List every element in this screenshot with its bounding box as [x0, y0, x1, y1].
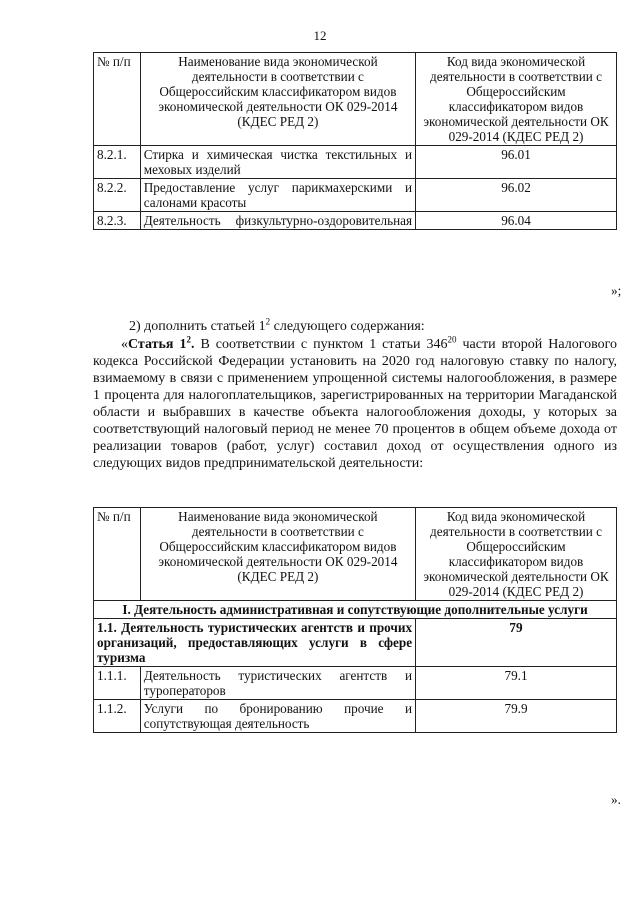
group-activity-name	[94, 619, 416, 667]
row-activity-code: 96.01	[416, 146, 617, 179]
section-heading: I. Деятельность административная и сопутствующие дополнительные услуги	[94, 601, 617, 619]
article-text-part2: части второй Налогового кодекса Российской Федерации установить на 2020 год налоговую ставку по налогу, взимаемому в связи с применением упрощенной системы налогообложения, в размере 1 процента для налогоплательщиков, зарегистрированных на территории Магаданской области и выбравших в качестве объекта налогообложения доходы, у которых за соответствующий налоговый период не менее 70 процентов в общем объеме дохода от реализации товаров (работ, услуг) составил доход от осуществления одного из следующих видов предпринимательской деятельности:	[93, 337, 617, 471]
group-name: Деятельность туристических агентств и прочих организаций, предоставляющих услуги в сфере туризма	[97, 620, 413, 665]
row-activity-name: Стирка и химическая чистка текстильных и меховых изделий	[140, 146, 415, 179]
article-title-superscript: 2	[186, 334, 191, 345]
header-activity-name: Наименование вида экономической деятельности в соответствии с Общероссийским классификатором видов экономической деятельности ОК 029-2014 (КДЕС РЕД 2)	[140, 508, 415, 601]
row-activity-code: 96.04	[416, 212, 617, 230]
activity-table-1	[93, 52, 617, 230]
activity-table-2	[93, 507, 617, 733]
intro-superscript: 2	[265, 316, 271, 327]
header-activity-name: Наименование вида экономической деятельности в соответствии с Общероссийским классификатором видов экономической деятельности ОК 029-2014 (КДЕС РЕД 2)	[140, 53, 415, 146]
header-number: № п/п	[94, 508, 141, 601]
row-number: 8.2.1.	[94, 146, 141, 179]
row-activity-name: Услуги по бронированию прочие и сопутствующая деятельность	[140, 700, 415, 733]
row-activity-code: 79.1	[416, 667, 617, 700]
intro-text-end: следующего содержания:	[270, 319, 425, 334]
amendment-paragraph	[93, 318, 617, 335]
row-activity-name: Деятельность туристических агентств и туроператоров	[140, 667, 415, 700]
group-row	[94, 619, 617, 667]
row-number: 1.1.2.	[94, 700, 141, 733]
table-row	[94, 179, 617, 212]
article-paragraph	[93, 336, 617, 472]
table-header-row	[94, 508, 617, 601]
row-number: 8.2.3.	[94, 212, 141, 230]
row-activity-code: 79.9	[416, 700, 617, 733]
row-activity-name: Предоставление услуг парикмахерскими и салонами красоты	[140, 179, 415, 212]
group-number: 1.1.	[97, 620, 117, 635]
article-title	[128, 334, 195, 352]
intro-text: 2) дополнить статьей 1	[129, 319, 266, 334]
header-activity-code: Код вида экономической деятельности в соответствии с Общероссийским классификатором видов экономической деятельности ОК 029-2014 (КДЕС РЕД 2)	[416, 53, 617, 146]
row-activity-code: 96.02	[416, 179, 617, 212]
article-title-text: Статья 1	[128, 337, 187, 352]
table-row	[94, 212, 617, 230]
row-activity-name: Деятельность физкультурно-оздоровительная	[140, 212, 415, 230]
header-activity-code: Код вида экономической деятельности в соответствии с Общероссийским классификатором видов экономической деятельности ОК 029-2014 (КДЕС РЕД 2)	[416, 508, 617, 601]
open-quote: «	[121, 337, 128, 352]
row-number: 8.2.2.	[94, 179, 141, 212]
page-number: 12	[313, 28, 327, 43]
article-text-part1: В соответствии с пунктом 1 статьи 346	[194, 337, 448, 352]
table-row	[94, 700, 617, 733]
section-row	[94, 601, 617, 619]
article-superscript: 20	[447, 334, 457, 345]
header-number: № п/п	[94, 53, 141, 146]
table-1-closing-quote: »;	[611, 283, 622, 298]
table-2-closing-quote: ».	[611, 792, 621, 807]
table-row	[94, 146, 617, 179]
article-title-dot: .	[190, 337, 195, 352]
group-activity-code: 79	[416, 619, 617, 667]
row-number: 1.1.1.	[94, 667, 141, 700]
table-row	[94, 667, 617, 700]
table-header-row	[94, 53, 617, 146]
